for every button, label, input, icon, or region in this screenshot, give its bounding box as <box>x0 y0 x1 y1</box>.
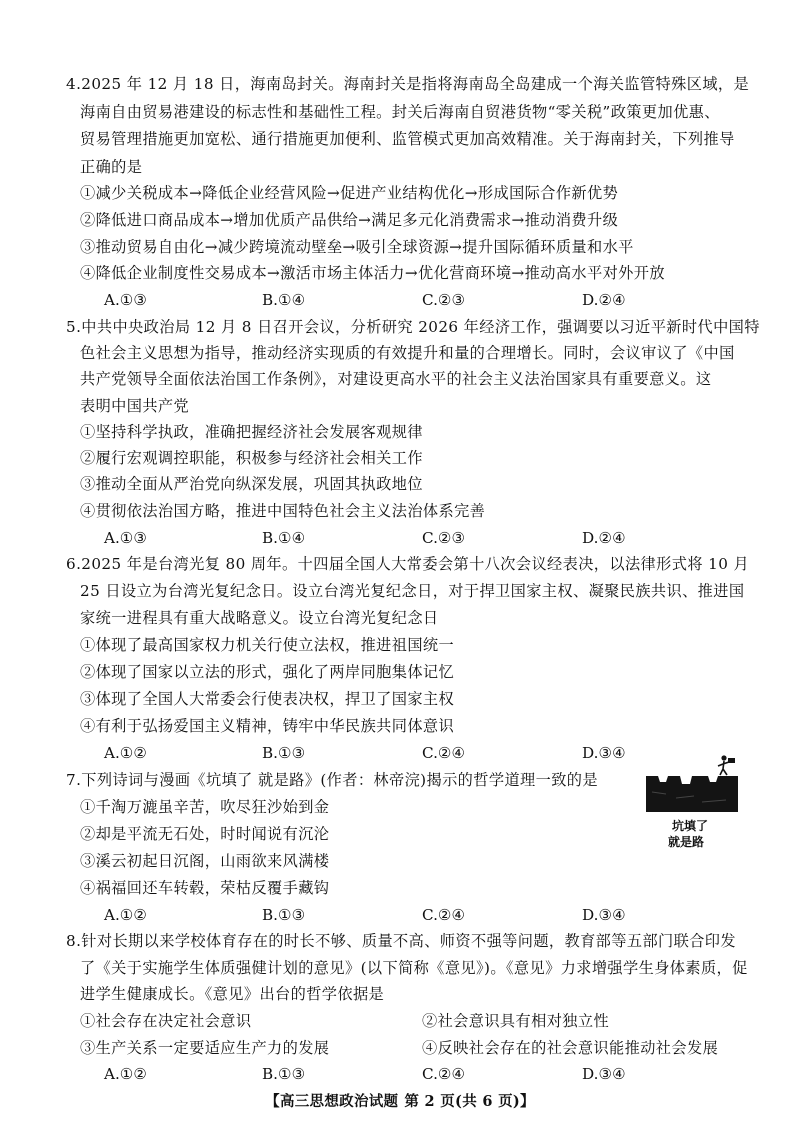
answer-option-c[interactable]: C.②③ <box>422 291 466 309</box>
statement-3: ③溪云初起日沉阁，山雨欲来风满楼 <box>80 852 330 870</box>
answer-option-d[interactable]: D.③④ <box>582 1065 626 1083</box>
statement-2: ②体现了国家以立法的形式，强化了两岸同胞集体记忆 <box>80 663 455 681</box>
footer-exam-title: 【高三思想政治试题 <box>265 1093 399 1110</box>
statement-4: ④贯彻依法治国方略，推进中国特色社会主义法治体系完善 <box>80 502 486 520</box>
question-stem-line: 正确的是 <box>80 158 143 176</box>
page-footer <box>0 1090 800 1111</box>
statement-2: ②履行宏观调控职能，积极参与经济社会相关工作 <box>80 449 423 467</box>
answer-option-b[interactable]: B.①④ <box>262 529 306 547</box>
statement-3: ③体现了全国人大常委会行使表决权，捍卫了国家主权 <box>80 690 455 708</box>
answer-option-b[interactable]: B.①③ <box>262 744 306 762</box>
footer-page-number: 第 2 页(共 6 页)】 <box>404 1093 535 1110</box>
statement-4: ④有利于弘扬爱国主义精神，铸牢中华民族共同体意识 <box>80 717 455 735</box>
cartoon-image <box>646 752 738 814</box>
statement-1: ①减少关税成本→降低企业经营风险→促进产业结构优化→形成国际合作新优势 <box>80 184 619 202</box>
answer-option-c[interactable]: C.②④ <box>422 1065 466 1083</box>
cartoon-caption-line-1: 坑填了 <box>672 819 709 833</box>
question-stem-line: 5.中共中央政治局 12 月 8 日召开会议，分析研究 2026 年经济工作，强调要以习近平新时代中国特 <box>66 318 760 336</box>
answer-option-c[interactable]: C.②④ <box>422 744 466 762</box>
answer-option-a[interactable]: A.①③ <box>104 529 148 547</box>
cartoon-illustration <box>646 752 738 852</box>
answer-option-d[interactable]: D.②④ <box>582 291 626 309</box>
question-stem-line: 共产党领导全面依法治国工作条例》，对建设更高水平的社会主义法治国家具有重要意义。这 <box>80 370 712 388</box>
statement-3: ③推动贸易自由化→减少跨境流动壁垒→吸引全球资源→提升国际循环质量和水平 <box>80 238 634 256</box>
question-stem-line: 4.2025 年 12 月 18 日，海南岛封关。海南封关是指将海南岛全岛建成一个海关监管特殊区域，是 <box>66 75 750 93</box>
cartoon-caption-line-2: 就是路 <box>668 835 705 849</box>
statement-1: ①坚持科学执政，准确把握经济社会发展客观规律 <box>80 423 423 441</box>
question-stem-line: 家统一进程具有重大战略意义。设立台湾光复纪念日 <box>80 609 439 627</box>
answer-option-c[interactable]: C.②④ <box>422 906 466 924</box>
answer-option-a[interactable]: A.①② <box>104 906 148 924</box>
answer-option-d[interactable]: D.②④ <box>582 529 626 547</box>
statement-3: ③推动全面从严治党向纵深发展，巩固其执政地位 <box>80 475 423 493</box>
question-stem-line: 进学生健康成长。《意见》出台的哲学依据是 <box>80 985 385 1003</box>
answer-option-c[interactable]: C.②③ <box>422 529 466 547</box>
question-stem-line: 色社会主义思想为指导，推动经济实现质的有效提升和量的合理增长。同时，会议审议了《中国 <box>80 344 735 362</box>
question-stem-line: 了《关于实施学生体质强健计划的意见》(以下简称《意见》)。《意见》力求增强学生身体素质，促 <box>80 959 748 977</box>
answer-option-b[interactable]: B.①③ <box>262 1065 306 1083</box>
answer-option-b[interactable]: B.①④ <box>262 291 306 309</box>
statement-2: ②却是平流无石处，时时闻说有沉沦 <box>80 825 330 843</box>
answer-option-a[interactable]: A.①② <box>104 1065 148 1083</box>
question-stem-line: 7.下列诗词与漫画《坑填了 就是路》(作者：林帝浣)揭示的哲学道理一致的是 <box>66 771 598 789</box>
statement-1: ①千淘万漉虽辛苦，吹尽狂沙始到金 <box>80 798 330 816</box>
statement-4: ④祸福回还车转毂，荣枯反覆手藏钩 <box>80 879 330 897</box>
statement-3: ③生产关系一定要适应生产力的发展 <box>80 1039 330 1057</box>
question-stem-line: 表明中国共产党 <box>80 397 190 415</box>
answer-option-b[interactable]: B.①③ <box>262 906 306 924</box>
question-stem-line: 6.2025 年是台湾光复 80 周年。十四届全国人大常委会第十八次会议经表决，以法律形式将 10 月 <box>66 555 750 573</box>
statement-1: ①体现了最高国家权力机关行使立法权，推进祖国统一 <box>80 636 455 654</box>
statement-1: ①社会存在决定社会意识 <box>80 1012 252 1030</box>
answer-option-a[interactable]: A.①③ <box>104 291 148 309</box>
statement-2: ②社会意识具有相对独立性 <box>422 1012 610 1030</box>
answer-option-a[interactable]: A.①② <box>104 744 148 762</box>
statement-4: ④反映社会存在的社会意识能推动社会发展 <box>422 1039 719 1057</box>
question-stem-line: 8.针对长期以来学校体育存在的时长不够、质量不高、师资不强等问题，教育部等五部门联合印发 <box>66 932 736 950</box>
answer-option-d[interactable]: D.③④ <box>582 744 626 762</box>
question-stem-line: 海南自由贸易港建设的标志性和基础性工程。封关后海南自贸港货物“零关税”政策更加优惠、 <box>80 103 720 121</box>
question-stem-line: 贸易管理措施更加宽松、通行措施更加便利、监管模式更加高效精准。关于海南封关，下列推导 <box>80 130 735 148</box>
statement-4: ④降低企业制度性交易成本→激活市场主体活力→优化营商环境→推动高水平对外开放 <box>80 264 665 282</box>
question-stem-line: 25 日设立为台湾光复纪念日。设立台湾光复纪念日，对于捍卫国家主权、凝聚民族共识、推进国 <box>80 582 745 600</box>
statement-2: ②降低进口商品成本→增加优质产品供给→满足多元化消费需求→推动消费升级 <box>80 211 619 229</box>
answer-option-d[interactable]: D.③④ <box>582 906 626 924</box>
